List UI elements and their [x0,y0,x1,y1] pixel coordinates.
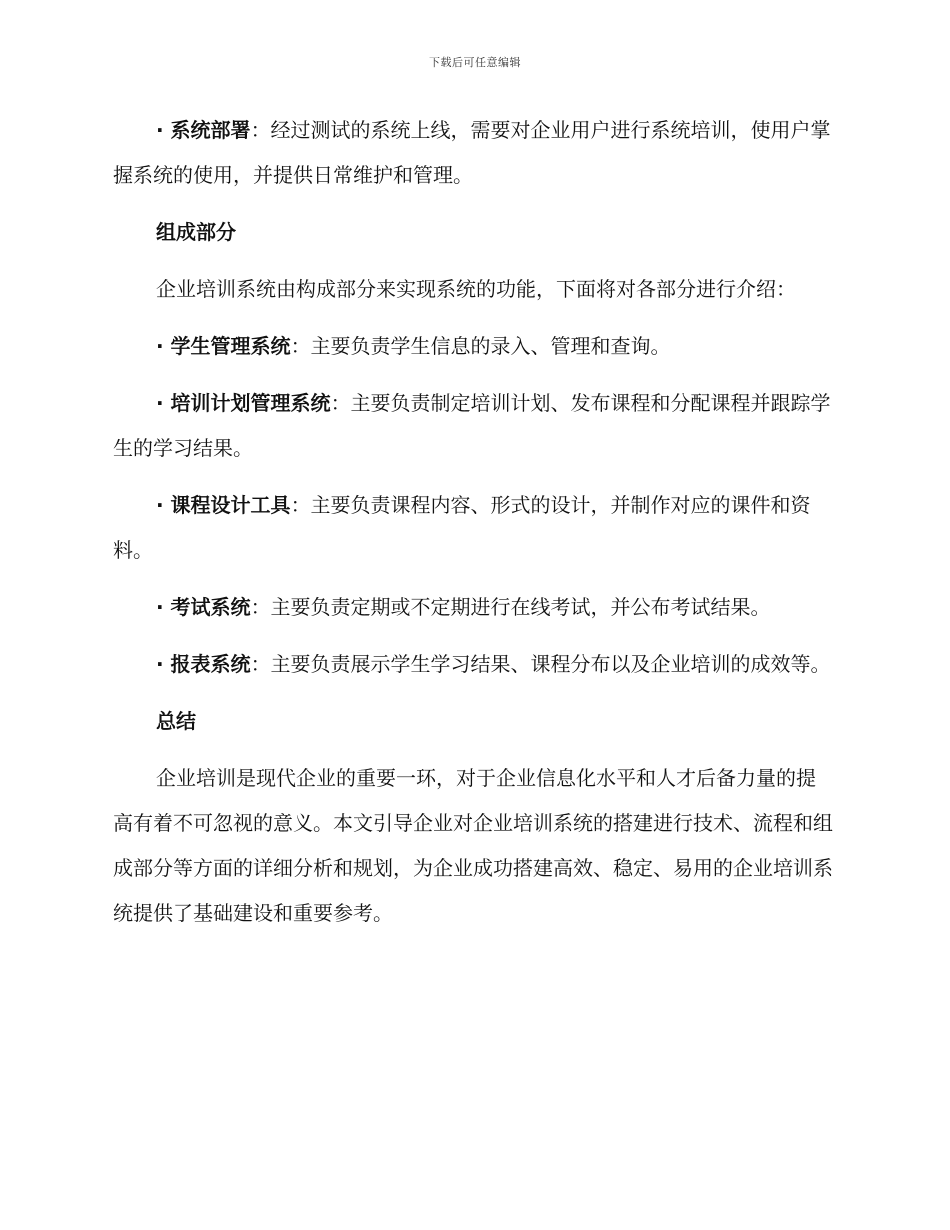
bullet-label: · 考试系统 [156,595,251,619]
paragraph-text: ：主要负责制定培训计划、发布课程和分配课程并跟踪学生的学习结果。 [113,391,831,460]
section-heading-components: 组成部分 [156,220,236,244]
bullet-label: · 系统部署 [156,118,251,142]
list-item-exam-system [113,585,833,630]
bullet-label: · 报表系统 [156,652,251,676]
paragraph-text: ：主要负责定期或不定期进行在线考试，并公布考试结果。 [250,595,771,619]
document-body [113,108,833,948]
list-item-student-management [113,324,833,369]
paragraph-text: ：经过测试的系统上线，需要对企业用户进行系统培训，使用户掌握系统的使用，并提供日常维护和管理。 [113,118,831,187]
list-item-training-plan [113,381,833,471]
paragraph-text: ：主要负责展示学生学习结果、课程分布以及企业培训的成效等。 [250,652,831,676]
paragraph-components-intro: 企业培训系统由构成部分来实现系统的功能，下面将对各部分进行介绍： [156,277,796,301]
bullet-label: · 课程设计工具 [156,493,291,517]
section-heading-summary: 总结 [156,709,196,733]
paragraph-summary: 企业培训是现代企业的重要一环，对于企业信息化水平和人才后备力量的提高有着不可忽视的意义。本文引导企业对企业培训系统的搭建进行技术、流程和组成部分等方面的详细分析和规划，为企业成功搭建高效、稳定、易用的企业培训系统提供了基础建设和重要参考。 [113,766,833,925]
page-header: 下载后可任意编辑 [429,56,521,69]
list-item-report-system [113,642,833,687]
list-item-course-design [113,483,833,573]
paragraph-text: ：主要负责课程内容、形式的设计，并制作对应的课件和资料。 [113,493,811,562]
bullet-label: · 培训计划管理系统 [156,391,331,415]
bullet-label: · 学生管理系统 [156,334,291,358]
paragraph-text: ：主要负责学生信息的录入、管理和查询。 [290,334,671,358]
paragraph-system-deploy [113,108,833,198]
